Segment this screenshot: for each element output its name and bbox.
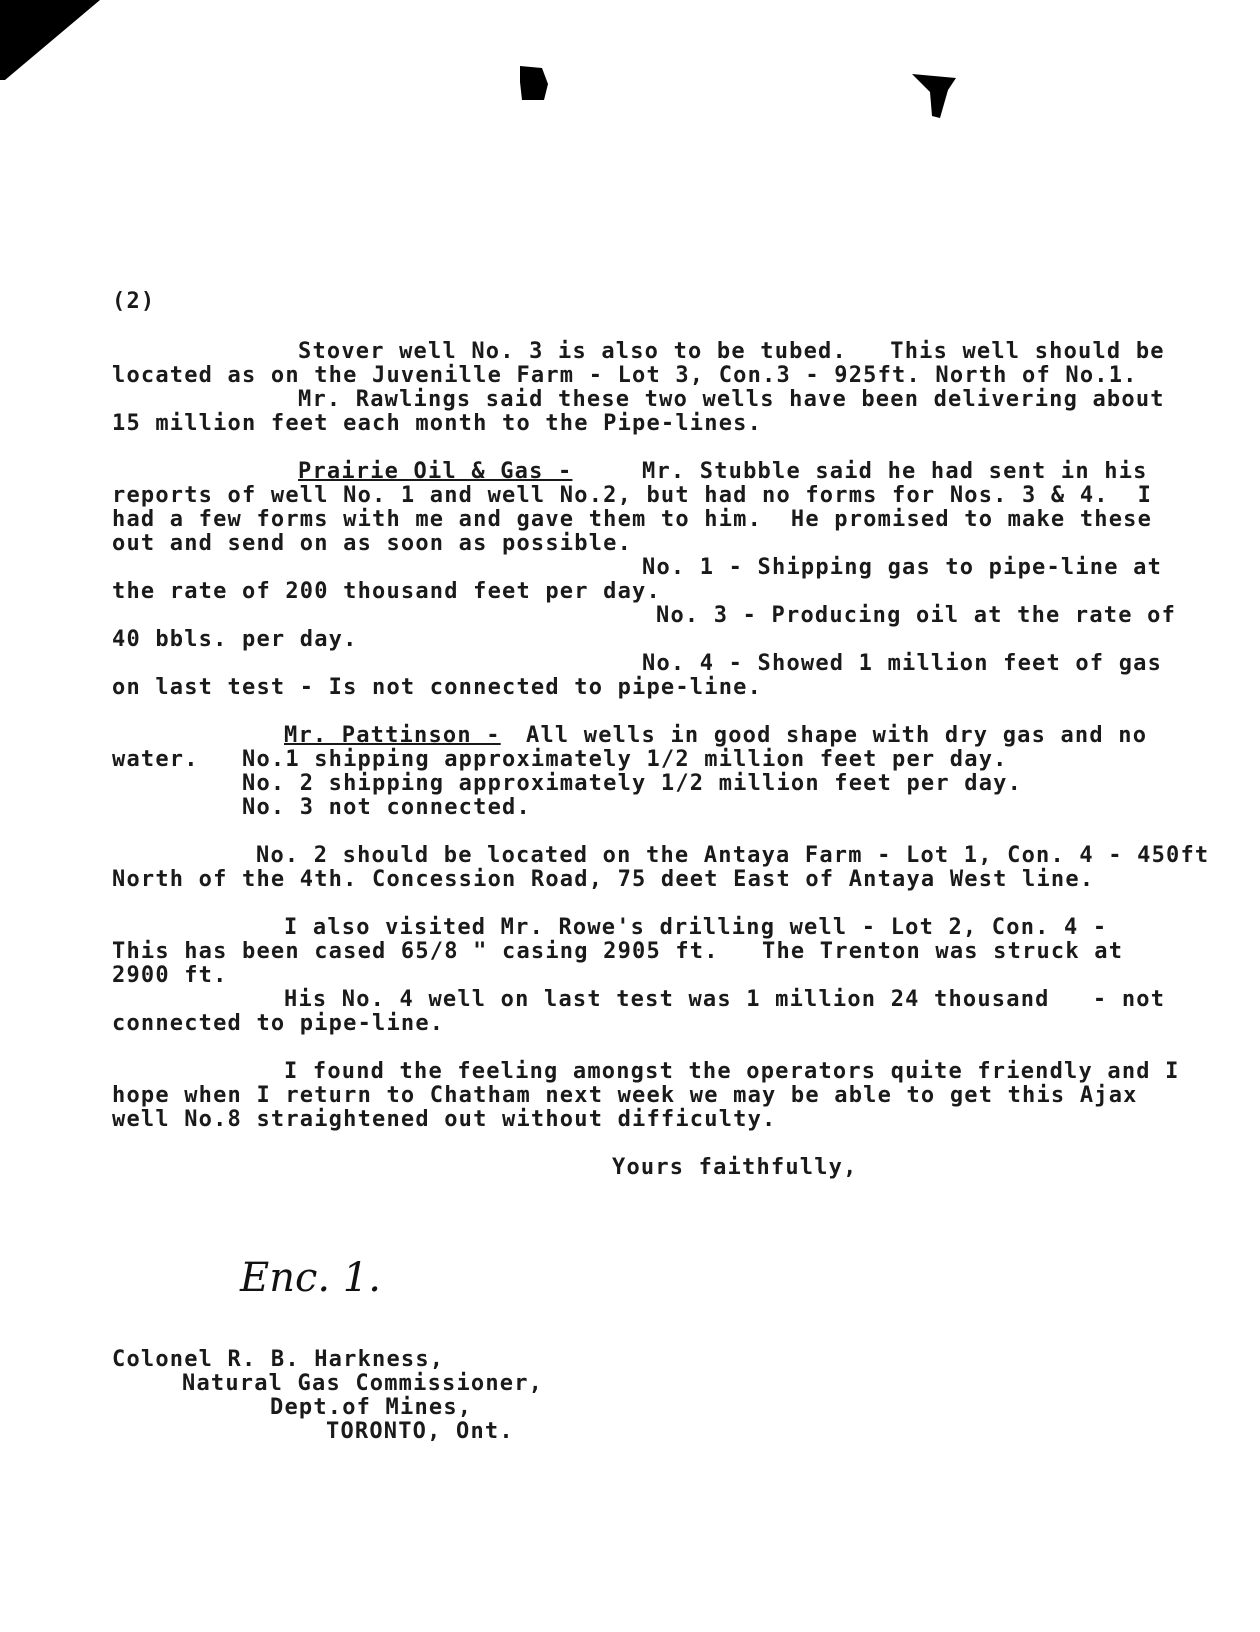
addressee-department: Dept.of Mines, [270,1395,473,1420]
text-line: located as on the Juvenille Farm - Lot 3, Con.3 - 925ft. North of No.1. [112,363,1138,388]
text-line: well No.8 straightened out without difficulty. [112,1107,777,1132]
text-line: No. 1 - Shipping gas to pipe-line at [642,555,1163,580]
text-line: I also visited Mr. Rowe's drilling well - Lot 2, Con. 4 - [284,915,1108,940]
text-line: connected to pipe-line. [112,1011,445,1036]
text-line: This has been cased 65/8 " casing 2905 ft. The Trenton was struck at [112,939,1124,964]
text-line: No. 3 - Producing oil at the rate of [656,603,1177,628]
folded-corner-mark [0,0,110,90]
text-line: His No. 4 well on last test was 1 million 24 thousand - not [284,987,1166,1012]
punch-hole-mark [500,62,560,107]
text-line: out and send on as soon as possible. [112,531,633,556]
text-line: Mr. Rawlings said these two wells have been delivering about [298,387,1165,412]
text-line: hope when I return to Chatham next week we may be able to get this Ajax [112,1083,1138,1108]
text-line: Stover well No. 3 is also to be tubed. This well should be [298,339,1165,364]
text-line: 40 bbls. per day. [112,627,358,652]
addressee-city: TORONTO, Ont. [326,1419,514,1444]
addressee-name: Colonel R. B. Harkness, [112,1347,445,1372]
text-line: No.1 shipping approximately 1/2 million feet per day. [242,747,1008,772]
text-line: No. 4 - Showed 1 million feet of gas [642,651,1163,676]
text-line: All wells in good shape with dry gas and no [526,723,1148,748]
text-line: No. 2 should be located on the Antaya Farm - Lot 1, Con. 4 - 450ft [256,843,1210,868]
text-line: the rate of 200 thousand feet per day. [112,579,661,604]
text-line: 2900 ft. [112,963,228,988]
section-heading: Mr. Pattinson - [284,723,501,748]
text-line: North of the 4th. Concession Road, 75 deet East of Antaya West line. [112,867,1095,892]
addressee-title: Natural Gas Commissioner, [182,1371,544,1396]
text-line: I found the feeling amongst the operators quite friendly and I [284,1059,1180,1084]
text-line: on last test - Is not connected to pipe-line. [112,675,763,700]
section-heading: Prairie Oil & Gas - [298,459,573,484]
handwritten-enclosure-note: Enc. 1. [240,1255,381,1301]
text-line: No. 3 not connected. [242,795,531,820]
text-line: 15 million feet each month to the Pipe-lines. [112,411,763,436]
text-line: reports of well No. 1 and well No.2, but had no forms for Nos. 3 & 4. I [112,483,1153,508]
punch-hole-mark [908,70,968,125]
text-line: had a few forms with me and gave them to him. He promised to make these [112,507,1153,532]
text-line: No. 2 shipping approximately 1/2 million feet per day. [242,771,1023,796]
text-line: water. [112,747,199,772]
text-line: Mr. Stubble said he had sent in his [642,459,1148,484]
closing: Yours faithfully, [612,1155,858,1180]
page-number: (2) [112,289,156,314]
